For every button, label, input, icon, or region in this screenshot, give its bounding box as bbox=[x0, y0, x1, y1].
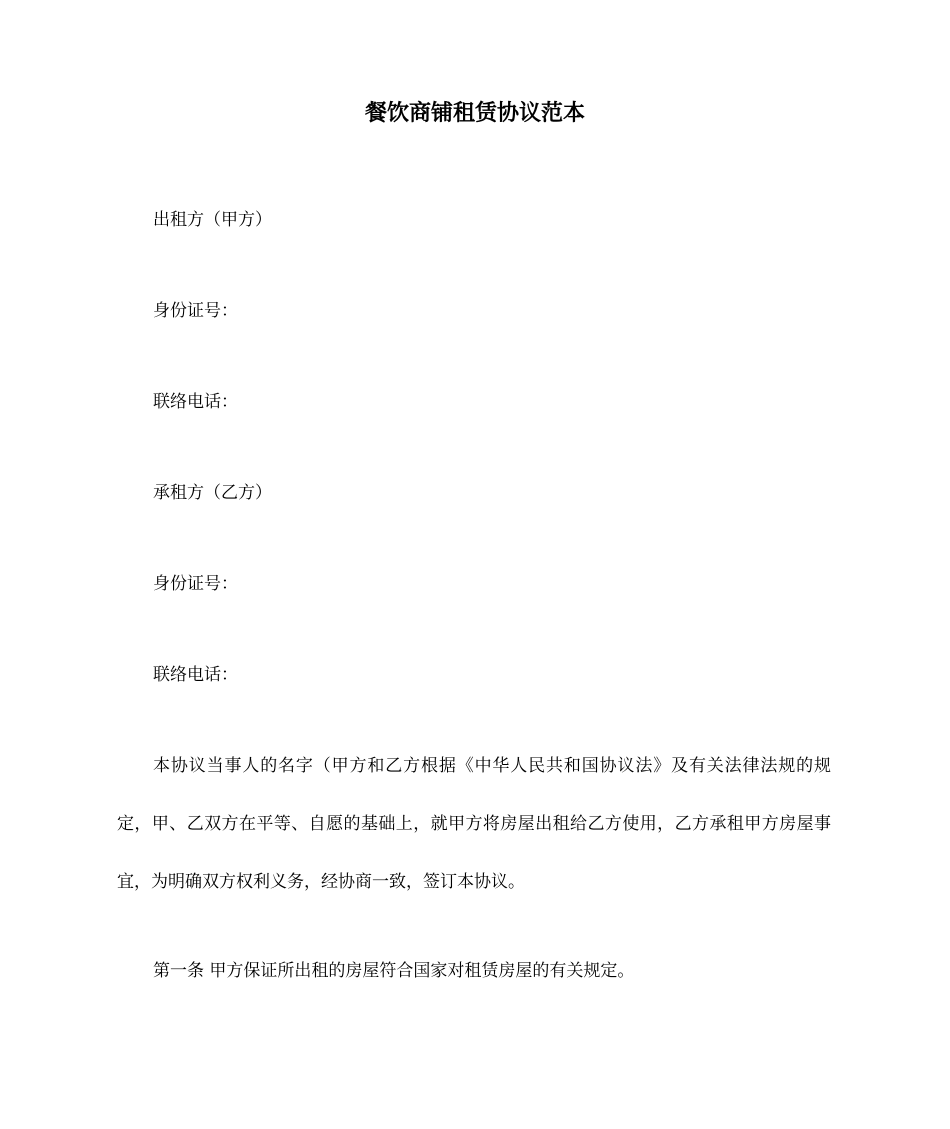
party-b-phone-label: 联络电话： bbox=[153, 665, 238, 685]
document-title: 餐饮商铺租赁协议范本 bbox=[364, 101, 585, 126]
intro-paragraph: 本协议当事人的名字（甲方和乙方根据《中华人民共和国协议法》及有关法律法规的规定，甲、乙双方在平等、自愿的基础上，就甲方将房屋出租给乙方使用，乙方承租甲方房屋事宜，为明确双方权利义务，经协商一致，签订本协议。 bbox=[117, 756, 831, 892]
party-a-id-label: 身份证号： bbox=[153, 301, 238, 321]
party-a-phone-label: 联络电话： bbox=[153, 392, 238, 412]
article-1-paragraph: 第一条 甲方保证所出租的房屋符合国家对租赁房屋的有关规定。 bbox=[153, 961, 635, 981]
party-a-label: 出租方（甲方） bbox=[153, 210, 272, 230]
party-b-id-label: 身份证号： bbox=[153, 574, 238, 594]
party-b-label: 承租方（乙方） bbox=[153, 483, 272, 503]
